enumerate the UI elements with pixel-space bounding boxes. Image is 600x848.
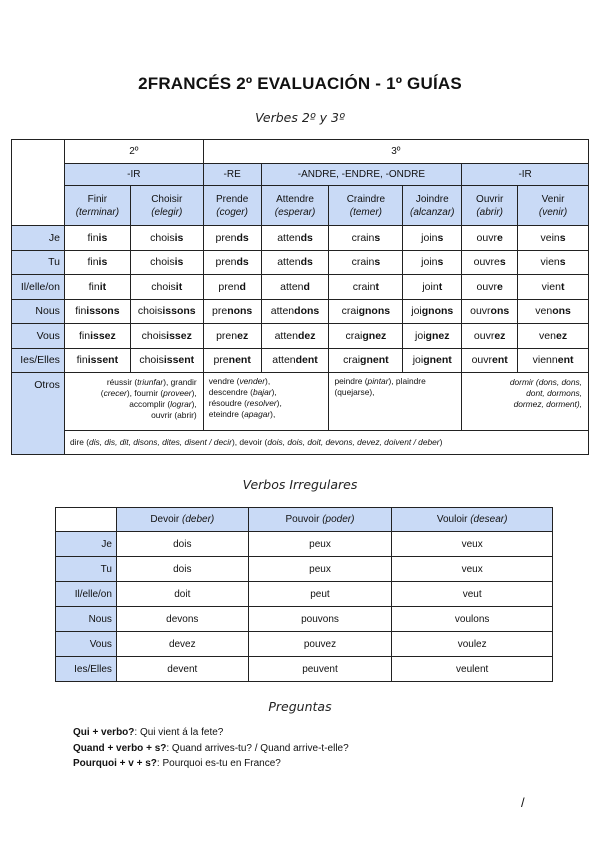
- otros-line: [334, 387, 456, 398]
- irregular-form: veux: [392, 532, 553, 557]
- pronoun-cell: Vous: [56, 632, 117, 657]
- table-row: [12, 324, 589, 349]
- otros-text: peindre (: [334, 376, 368, 386]
- verb-infinitive: Joindre: [415, 193, 449, 205]
- verb-infinitive: Choisir: [151, 193, 183, 205]
- otros-text: (quejarse),: [334, 387, 375, 397]
- ending: is: [174, 256, 184, 269]
- otros-text: vender: [239, 376, 266, 386]
- table-row: [12, 250, 589, 275]
- ending: issez: [90, 329, 116, 342]
- otros-text: descendre (: [208, 387, 253, 397]
- irregular-verb-header: [248, 508, 392, 532]
- ending: t: [560, 280, 565, 293]
- table-row: [12, 226, 589, 251]
- conjugation-cell: [130, 299, 203, 324]
- ending: nons: [227, 305, 253, 318]
- ending: t: [375, 280, 380, 293]
- irregular-verb: Vouloir: [436, 514, 471, 525]
- otros-line: [67, 388, 197, 399]
- ending: s: [559, 256, 566, 269]
- conjugation-cell: [261, 324, 329, 349]
- irregular-form: voulons: [392, 607, 553, 632]
- conjugation-cell: [203, 299, 261, 324]
- corner-cell: [12, 140, 65, 226]
- irregular-form: devez: [116, 632, 248, 657]
- otros-text: proveer: [163, 388, 192, 398]
- ending: it: [175, 280, 183, 293]
- irregular-translation: (poder): [322, 514, 355, 525]
- irregular-form: devons: [116, 607, 248, 632]
- stem: chois: [141, 329, 167, 342]
- devoir-text: dois, dois, doit, devons, devez, doivent / deber: [267, 437, 440, 447]
- conjugation-cell: [518, 348, 589, 373]
- otros-label: Otros: [12, 373, 65, 455]
- irregular-form: veulent: [392, 657, 553, 682]
- table-row: [56, 657, 553, 682]
- irregular-form: pouvons: [248, 607, 392, 632]
- stem: vienn: [532, 354, 558, 367]
- dire-devoir-line: [64, 431, 588, 455]
- stem: vein: [540, 231, 560, 244]
- question-example: : Qui vient á la fete?: [134, 727, 224, 738]
- ending: ez: [237, 329, 249, 342]
- stem: crain: [352, 280, 376, 293]
- irregular-form: doit: [116, 582, 248, 607]
- ending: e: [496, 231, 503, 244]
- conjugation-cell: [518, 226, 589, 251]
- ending: dons: [294, 305, 320, 318]
- stem: fin: [78, 329, 91, 342]
- irregular-translation: (desear): [470, 514, 508, 525]
- conjugation-cell: [403, 348, 462, 373]
- ending: d: [303, 280, 310, 293]
- otros-col-andre: [329, 373, 462, 431]
- stem: ven: [539, 329, 556, 342]
- verb-infinitive: Prende: [216, 193, 249, 205]
- otros-text: ), fournir (: [126, 388, 164, 398]
- ending: issons: [162, 305, 196, 318]
- otros-line: [67, 410, 197, 421]
- stem: atten: [270, 305, 295, 318]
- ending: issent: [163, 354, 195, 367]
- verb-translation: (terminar): [75, 206, 120, 218]
- question-line: [73, 758, 281, 769]
- irregular-verb-header: [116, 508, 248, 532]
- table-row: [56, 557, 553, 582]
- otros-text: ),: [191, 388, 197, 398]
- stem: pren: [218, 280, 240, 293]
- irregular-verb-header: [392, 508, 553, 532]
- stem: pre: [212, 305, 228, 318]
- table-row: [56, 607, 553, 632]
- otros-text: ),: [270, 409, 276, 419]
- stem: joi: [415, 329, 426, 342]
- otros-text: ),: [265, 376, 271, 386]
- conjugation-cell: [64, 348, 130, 373]
- irregular-table: [55, 507, 553, 682]
- section-title-preguntas: Preguntas: [268, 699, 332, 714]
- stem: pren: [215, 256, 237, 269]
- devoir-text: dire (: [69, 437, 90, 447]
- verb-infinitive: Attendre: [276, 193, 314, 205]
- stem: joi: [411, 305, 422, 318]
- conjugation-cell: [130, 275, 203, 300]
- stem: atten: [280, 280, 304, 293]
- otros-col-ir: [462, 373, 589, 431]
- otros-text: crecer: [103, 388, 127, 398]
- conjugation-cell: [462, 250, 518, 275]
- conjugation-cell: [403, 250, 462, 275]
- conjugation-cell: [329, 226, 403, 251]
- conjugation-cell: [329, 348, 403, 373]
- stem: pren: [216, 329, 238, 342]
- ending: ds: [236, 256, 249, 269]
- ending: is: [98, 256, 108, 269]
- irregular-form: veut: [392, 582, 553, 607]
- conjugation-cell: [329, 324, 403, 349]
- stem: vien: [540, 256, 560, 269]
- conjugation-cell: [462, 299, 518, 324]
- verb-header: [203, 186, 261, 226]
- otros-text: ),: [271, 387, 277, 397]
- conjugation-cell: [329, 250, 403, 275]
- ending: s: [437, 231, 444, 244]
- verbs-table: [11, 139, 589, 455]
- stem: crain: [351, 256, 375, 269]
- stem: ouvr: [476, 280, 497, 293]
- pronoun-cell: Vous: [12, 324, 65, 349]
- verb-header: [261, 186, 329, 226]
- stem: ouvr: [470, 305, 491, 318]
- stem: ouvr: [473, 329, 495, 342]
- table-row: [56, 632, 553, 657]
- page-mark: /: [521, 795, 525, 810]
- stem: ouvre: [473, 256, 500, 269]
- stem: crai: [345, 329, 363, 342]
- ending: ons: [490, 305, 510, 318]
- group-3-header: 3º: [203, 140, 588, 164]
- conjugation-cell: [403, 226, 462, 251]
- table-row: [56, 582, 553, 607]
- otros-text: ),: [276, 398, 282, 408]
- ending-re: -RE: [203, 164, 261, 186]
- conjugation-cell: [64, 299, 130, 324]
- otros-line: dormir (dons, dons,: [509, 377, 582, 387]
- stem: atten: [274, 329, 298, 342]
- otros-text: (: [100, 388, 104, 398]
- conjugation-cell: [261, 299, 329, 324]
- conjugation-cell: [261, 226, 329, 251]
- verb-header: [329, 186, 403, 226]
- ending-ir-2: -IR: [64, 164, 203, 186]
- ending: gnent: [423, 354, 452, 367]
- table-row: [12, 275, 589, 300]
- conjugation-cell: [329, 299, 403, 324]
- verb-header: [130, 186, 203, 226]
- conjugation-cell: [518, 324, 589, 349]
- conjugation-cell: [403, 324, 462, 349]
- pronoun-cell: Nous: [12, 299, 65, 324]
- ending: s: [374, 231, 381, 244]
- stem: ouvr: [476, 231, 497, 244]
- stem: pren: [215, 231, 237, 244]
- ending: gnez: [425, 329, 450, 342]
- irregular-translation: (deber): [182, 514, 215, 525]
- ending: ons: [552, 305, 571, 318]
- otros-col-re: [203, 373, 329, 431]
- stem: crain: [351, 231, 375, 244]
- otros-line: [67, 399, 197, 410]
- conjugation-cell: [203, 348, 261, 373]
- otros-text: apagar: [244, 409, 271, 419]
- stem: fin: [75, 305, 87, 318]
- ending-andre: -ANDRE, -ENDRE, -ONDRE: [261, 164, 462, 186]
- verb-translation: (abrir): [476, 206, 503, 218]
- otros-col-2: [64, 373, 203, 431]
- conjugation-cell: [130, 250, 203, 275]
- conjugation-cell: [130, 226, 203, 251]
- conjugation-cell: [518, 299, 589, 324]
- conjugation-cell: [403, 299, 462, 324]
- stem: fin: [76, 354, 88, 367]
- ending: ez: [494, 329, 506, 342]
- otros-text: vendre (: [208, 376, 240, 386]
- conjugation-cell: [64, 226, 130, 251]
- ending: gnent: [360, 354, 389, 367]
- verb-translation: (coger): [216, 206, 248, 218]
- ending: d: [239, 280, 246, 293]
- conjugation-cell: [203, 324, 261, 349]
- otros-line: dormez, dorment),: [513, 399, 582, 409]
- otros-text: résoudre (: [208, 398, 247, 408]
- stem: joi: [412, 354, 424, 367]
- ending: it: [99, 280, 107, 293]
- irregular-verb: Devoir: [150, 514, 182, 525]
- stem: crai: [343, 354, 361, 367]
- otros-text: bajar: [252, 387, 272, 397]
- stem: vien: [541, 280, 561, 293]
- table-row: [12, 348, 589, 373]
- irregular-form: dois: [116, 557, 248, 582]
- otros-line: [334, 376, 456, 387]
- ending: issons: [86, 305, 120, 318]
- stem: join: [421, 231, 438, 244]
- otros-text: ), grandir: [163, 377, 197, 387]
- ending-ir-3: -IR: [462, 164, 589, 186]
- otros-text: réussir (: [106, 377, 138, 387]
- question-pattern: Pourquoi + v + s?: [73, 758, 157, 769]
- conjugation-cell: [203, 275, 261, 300]
- pronoun-cell: Ies/Elles: [56, 657, 117, 682]
- conjugation-cell: [203, 226, 261, 251]
- conjugation-cell: [462, 226, 518, 251]
- irregular-form: pouvez: [248, 632, 392, 657]
- ending: s: [437, 256, 444, 269]
- conjugation-cell: [64, 275, 130, 300]
- verb-translation: (alcanzar): [410, 206, 455, 218]
- question-pattern: Quand + verbo + s?: [73, 742, 167, 754]
- ending: gnez: [362, 329, 387, 342]
- conjugation-cell: [462, 275, 518, 300]
- ending: ent: [557, 354, 574, 367]
- otros-text: lograr: [170, 399, 192, 409]
- page-title: 2FRANCÉS 2º EVALUACIÓN - 1º GUÍAS: [138, 74, 462, 93]
- irregular-form: veux: [392, 557, 553, 582]
- otros-line: [209, 398, 324, 409]
- irregular-form: peux: [248, 532, 392, 557]
- otros-line: dont, dormons,: [526, 388, 582, 398]
- verb-header: [64, 186, 130, 226]
- stem: pre: [213, 354, 229, 367]
- section-title-verbes: Verbes 2º y 3º: [255, 110, 345, 125]
- stem: fin: [87, 256, 99, 269]
- ending: is: [98, 231, 108, 244]
- question-pattern: Qui + verbo?: [73, 727, 135, 738]
- stem: join: [422, 280, 439, 293]
- ending: gnons: [358, 305, 391, 318]
- pronoun-cell: Je: [56, 532, 117, 557]
- otros-line: [67, 377, 197, 388]
- stem: join: [421, 256, 438, 269]
- otros-text: ),: [191, 399, 197, 409]
- question-line: [73, 743, 349, 754]
- otros-text: triunfar: [137, 377, 164, 387]
- ending: t: [438, 280, 443, 293]
- otros-text: resolver: [246, 398, 277, 408]
- stem: ven: [535, 305, 553, 318]
- verb-translation: (temer): [349, 206, 382, 218]
- ending: issent: [87, 354, 119, 367]
- otros-text: ), plaindre: [388, 376, 426, 386]
- pronoun-cell: Il/elle/on: [56, 582, 117, 607]
- conjugation-cell: [130, 348, 203, 373]
- pronoun-cell: Tu: [56, 557, 117, 582]
- ending: ds: [300, 231, 313, 244]
- ending: issez: [166, 329, 192, 342]
- irregular-form: peux: [248, 557, 392, 582]
- devoir-text: dis, dis, dit, disons, dites, disent / decir: [89, 437, 232, 447]
- irregular-form: devent: [116, 657, 248, 682]
- ending: ez: [555, 329, 568, 342]
- pronoun-cell: Nous: [56, 607, 117, 632]
- ending: is: [174, 231, 184, 244]
- table-row: [12, 299, 589, 324]
- pronoun-cell: Il/elle/on: [12, 275, 65, 300]
- conjugation-cell: [518, 275, 589, 300]
- group-2-header: 2º: [64, 140, 203, 164]
- pronoun-cell: Je: [12, 226, 65, 251]
- verb-infinitive: Finir: [87, 193, 108, 205]
- conjugation-cell: [64, 250, 130, 275]
- question-line: [73, 727, 223, 738]
- conjugation-cell: [64, 324, 130, 349]
- stem: chois: [139, 354, 164, 367]
- pronoun-cell: Tu: [12, 250, 65, 275]
- stem: atten: [272, 354, 296, 367]
- otros-line: [209, 409, 324, 420]
- conjugation-cell: [462, 348, 518, 373]
- conjugation-cell: [403, 275, 462, 300]
- devoir-text: ), devoir (: [231, 437, 268, 447]
- irregular-corner: [56, 508, 117, 532]
- conjugation-cell: [518, 250, 589, 275]
- ending: s: [499, 256, 506, 269]
- ending: gnons: [421, 305, 454, 318]
- conjugation-cell: [261, 348, 329, 373]
- ending: e: [496, 280, 503, 293]
- verb-infinitive: Venir: [541, 193, 565, 205]
- otros-text: pintar: [367, 376, 389, 386]
- stem: atten: [277, 256, 301, 269]
- ending: dent: [295, 354, 318, 367]
- verb-infinitive: Craindre: [346, 193, 386, 205]
- otros-text: eteindre (: [208, 409, 245, 419]
- irregular-form: peuvent: [248, 657, 392, 682]
- verb-header: [403, 186, 462, 226]
- stem: fin: [88, 280, 100, 293]
- ending: s: [374, 256, 381, 269]
- conjugation-cell: [462, 324, 518, 349]
- ending: ds: [236, 231, 249, 244]
- irregular-verb: Pouvoir: [285, 514, 323, 525]
- verb-translation: (esperar): [274, 206, 316, 218]
- ending: dez: [297, 329, 316, 342]
- stem: chois: [150, 256, 175, 269]
- irregular-form: dois: [116, 532, 248, 557]
- conjugation-cell: [261, 250, 329, 275]
- verb-translation: (elegir): [151, 206, 183, 218]
- stem: atten: [277, 231, 301, 244]
- stem: chois: [137, 305, 163, 318]
- verb-header: [462, 186, 518, 226]
- otros-text: ouvrir (abrir): [151, 410, 197, 420]
- ending: ent: [492, 354, 508, 367]
- table-row: [56, 532, 553, 557]
- conjugation-cell: [261, 275, 329, 300]
- conjugation-cell: [203, 250, 261, 275]
- conjugation-cell: [130, 324, 203, 349]
- devoir-text: ): [439, 437, 443, 447]
- verb-translation: (venir): [538, 206, 568, 218]
- ending: nent: [228, 354, 251, 367]
- otros-line: [209, 376, 324, 387]
- section-title-irregular: Verbos Irregulares: [242, 477, 358, 492]
- question-example: : Pourquoi es-tu en France?: [156, 758, 281, 769]
- otros-line: [209, 387, 324, 398]
- stem: fin: [87, 231, 99, 244]
- conjugation-cell: [329, 275, 403, 300]
- stem: ouvr: [471, 354, 493, 367]
- irregular-form: voulez: [392, 632, 553, 657]
- verb-header: [518, 186, 589, 226]
- ending: s: [559, 231, 566, 244]
- question-example: : Quand arrives-tu? / Quand arrive-t-elle?: [166, 742, 349, 754]
- ending: ds: [300, 256, 313, 269]
- verb-infinitive: Ouvrir: [476, 193, 504, 205]
- stem: chois: [151, 280, 176, 293]
- otros-text: accomplir (: [129, 399, 171, 409]
- stem: chois: [150, 231, 175, 244]
- irregular-form: peut: [248, 582, 392, 607]
- pronoun-cell: Ies/Elles: [12, 348, 65, 373]
- stem: crai: [341, 305, 359, 318]
